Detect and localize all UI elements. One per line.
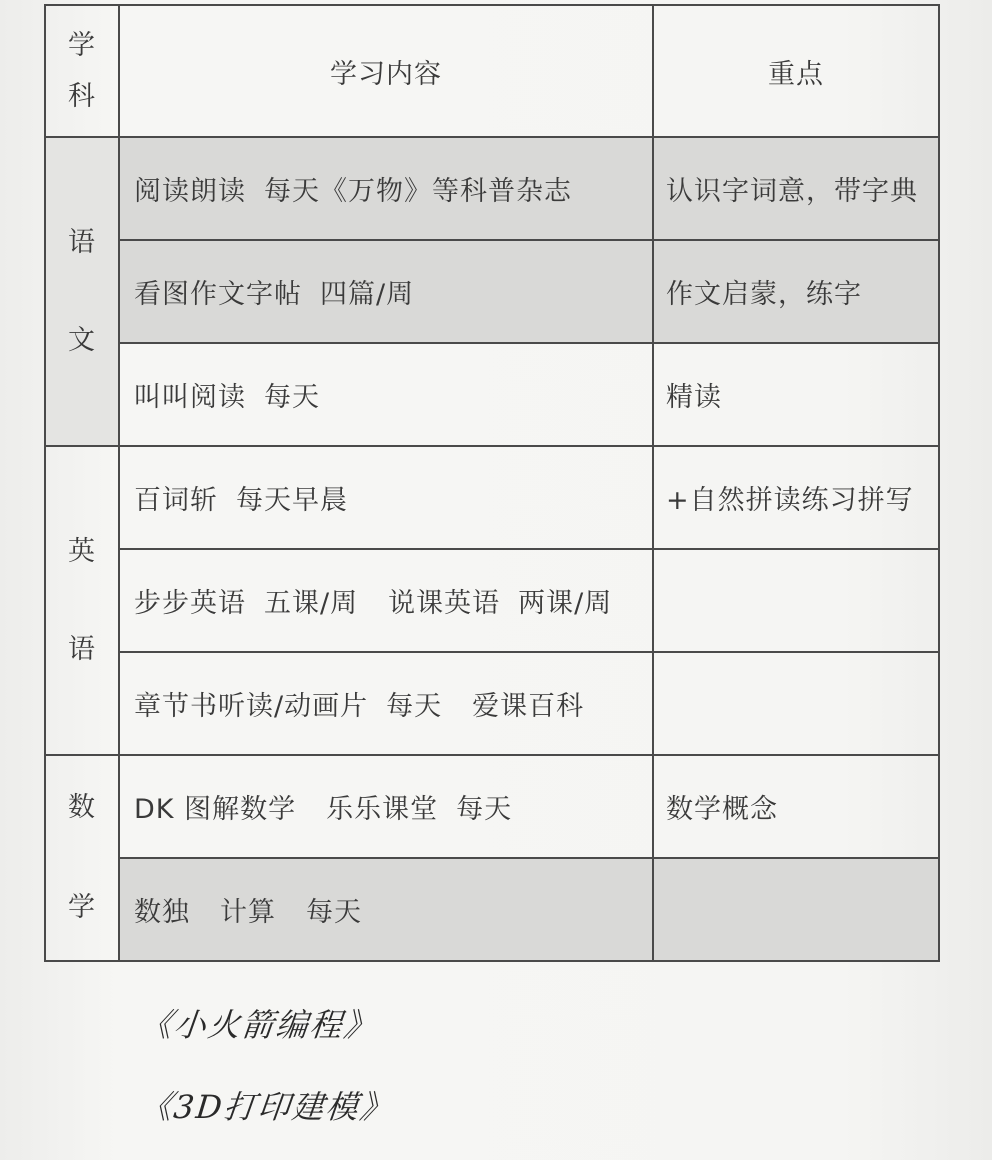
content-cell [119, 549, 653, 652]
content-cell [119, 137, 653, 240]
content-part: 爱课百科 [472, 691, 585, 722]
content-part: 章节书听读/动画片 [134, 691, 369, 722]
content-part: 叫叫阅读 [134, 382, 246, 413]
subject-cell-english [45, 446, 119, 755]
header-content: 学习内容 [119, 5, 653, 137]
focus-cell: 作文启蒙，练字 [653, 240, 939, 343]
content-cell [119, 858, 653, 961]
header-focus: 重点 [653, 5, 939, 137]
focus-cell [653, 652, 939, 755]
content-part: 百词斩 [134, 485, 218, 516]
content-part: 每天 [264, 382, 320, 413]
content-part: 五课/周 [264, 588, 359, 619]
table-header-row [45, 5, 939, 137]
focus-cell [653, 858, 939, 961]
table-row [45, 446, 939, 549]
table-row [45, 240, 939, 343]
content-part: 说课英语 [388, 588, 501, 619]
table-row [45, 755, 939, 858]
content-cell [119, 755, 653, 858]
table-row [45, 343, 939, 446]
focus-cell: 精读 [653, 343, 939, 446]
content-cell [119, 652, 653, 755]
content-part: 乐乐课堂 [326, 794, 439, 825]
content-part: DK 图解数学 [134, 794, 297, 825]
content-part: 两课/周 [518, 588, 613, 619]
subject-english-text: 英语 [68, 536, 96, 665]
content-part: 每天 [306, 897, 362, 928]
content-part: 每天 [386, 691, 443, 722]
content-part: 步步英语 [134, 588, 246, 619]
focus-cell: 数学概念 [653, 755, 939, 858]
table-row [45, 137, 939, 240]
content-part: 每天《万物》等科普杂志 [264, 176, 572, 207]
content-part: 阅读朗读 [134, 176, 246, 207]
focus-cell [653, 549, 939, 652]
subject-chinese-text: 语文 [68, 227, 96, 356]
table-row [45, 549, 939, 652]
content-part: 四篇/周 [320, 279, 415, 310]
focus-cell: 认识字词意，带字典 [653, 137, 939, 240]
handwritten-note: 《3D打印建模》 [137, 1088, 396, 1126]
content-cell [119, 343, 653, 446]
handwritten-note: 《小火箭编程》 [137, 1006, 380, 1044]
header-subject-text: 学科 [68, 29, 96, 112]
content-part: 数独 [134, 897, 190, 928]
subject-math-text: 数学 [68, 792, 96, 923]
content-part: 每天早晨 [236, 485, 348, 516]
content-part: 每天 [456, 794, 513, 825]
content-part: 计算 [220, 897, 276, 928]
table-row [45, 858, 939, 961]
table-row [45, 652, 939, 755]
subject-cell-chinese [45, 137, 119, 446]
header-subject [45, 5, 119, 137]
content-cell [119, 240, 653, 343]
study-plan-table [44, 4, 940, 962]
content-part: 看图作文字帖 [134, 279, 302, 310]
focus-cell: +自然拼读练习拼写 [653, 446, 939, 549]
content-cell [119, 446, 653, 549]
subject-cell-math [45, 755, 119, 961]
